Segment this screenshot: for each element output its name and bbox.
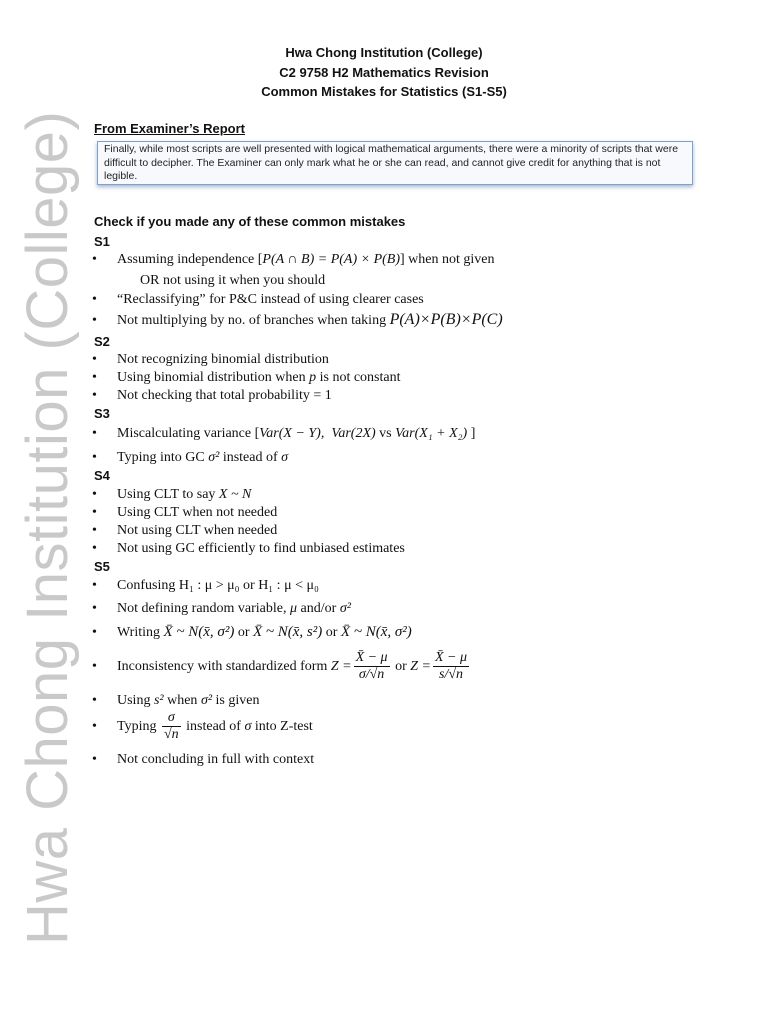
- s3-item-gc-sigma: • Typing into GC σ² instead of σ: [92, 450, 289, 465]
- s2-item-p-not-constant: • Using binomial distribution when p is not constant: [92, 370, 401, 385]
- checklist-heading: Check if you made any of these common mistakes: [94, 214, 406, 229]
- bullet-icon: •: [92, 752, 97, 767]
- s1-item-independence-cont: OR not using it when you should: [140, 273, 326, 288]
- bullet-icon: •: [92, 625, 97, 640]
- bullet-icon: •: [92, 370, 97, 385]
- s5-item-standardized: • Inconsistency with standardized form Z = $\frac{X̄ - \mu}{\sigma/√n}$ or Z = $\frac{X̄ - \mu}{s/√n}$: [92, 648, 471, 686]
- sigma-over-root-n: $\frac{\sigma}{√n}$: [163, 710, 179, 743]
- bullet-icon: •: [92, 352, 97, 367]
- z-fraction-s: $\frac{X̄ - \mu}{s/√n}$: [435, 650, 468, 683]
- bullet-icon: •: [92, 426, 97, 441]
- s2-item-recognize: • Not recognizing binomial distribution: [92, 352, 329, 367]
- watermark-text: Hwa Chong Institution (College): [15, 110, 80, 945]
- s5-item-random-variable: • Not defining random variable, μ and/or σ²: [92, 601, 351, 616]
- s5-item-writing: • Writing X̄ ~ N(x̄, σ²) or X̄ ~ N(x̄, s²) or X̄ ~ N(x̄, σ²): [92, 624, 412, 640]
- page-title: Common Mistakes for Statistics (S1-S5): [261, 84, 507, 99]
- s5-item-s-squared: • Using s² when σ² is given: [92, 693, 260, 708]
- s4-item-not-using-clt: • Not using CLT when needed: [92, 523, 278, 538]
- s1-item-reclassifying: • “Reclassifying” for P&C instead of using clearer cases: [92, 292, 424, 307]
- section-label-s3: S3: [94, 406, 110, 421]
- bullet-icon: •: [92, 313, 97, 328]
- bullet-icon: •: [92, 659, 97, 674]
- bullet-icon: •: [92, 292, 97, 307]
- header-institution: Hwa Chong Institution (College): [285, 45, 483, 60]
- bullet-icon: •: [92, 719, 97, 734]
- s1-item-branches: • Not multiplying by no. of branches when taking P(A)×P(B)×P(C): [92, 311, 503, 328]
- z-fraction-sigma: $\frac{X̄ - \mu}{\sigma/√n}$: [355, 650, 388, 683]
- report-heading: From Examiner’s Report: [94, 121, 245, 136]
- examiner-report-box: [97, 141, 693, 185]
- s5-item-typing-sigma-root-n: • Typing $\frac{\sigma}{√n}$ instead of σ into Z-test: [92, 710, 313, 743]
- bullet-icon: •: [92, 601, 97, 616]
- bullet-icon: •: [92, 693, 97, 708]
- s1-item-independence: • Assuming independence [P(A ∩ B) = P(A) × P(B)] when not given: [92, 252, 495, 267]
- s4-item-gc-estimates: • Not using GC efficiently to find unbiased estimates: [92, 541, 405, 556]
- bullet-icon: •: [92, 541, 97, 556]
- examiner-report-text: Finally, while most scripts are well presented with logical mathematical arguments, there were a minority of scripts that were difficult to decipher. The Examiner can only mark what he or she can read, and cannot give credit for anything that is not legible.: [104, 143, 679, 182]
- s2-item-total-probability: • Not checking that total probability = 1: [92, 388, 332, 403]
- s4-item-clt-not-needed: • Using CLT when not needed: [92, 505, 278, 520]
- s5-item-hypotheses: • Confusing H₁ : μ > μ₀ or H₁ : μ < μ₀: [92, 578, 319, 593]
- s4-item-clt-say: • Using CLT to say X ~ N: [92, 487, 252, 502]
- bullet-icon: •: [92, 487, 97, 502]
- bullet-icon: •: [92, 505, 97, 520]
- section-label-s5: S5: [94, 559, 110, 574]
- bullet-icon: •: [92, 450, 97, 465]
- bullet-icon: •: [92, 388, 97, 403]
- bullet-icon: •: [92, 252, 97, 267]
- bullet-icon: •: [92, 523, 97, 538]
- s3-item-variance: • Miscalculating variance [Var(X − Y), Var(2X) vs Var(X₁ + X₂) ]: [92, 426, 476, 441]
- s5-item-conclude-context: • Not concluding in full with context: [92, 752, 315, 767]
- bullet-icon: •: [92, 578, 97, 593]
- section-label-s4: S4: [94, 468, 110, 483]
- header-course: C2 9758 H2 Mathematics Revision: [279, 65, 489, 80]
- section-label-s2: S2: [94, 334, 110, 349]
- section-label-s1: S1: [94, 234, 110, 249]
